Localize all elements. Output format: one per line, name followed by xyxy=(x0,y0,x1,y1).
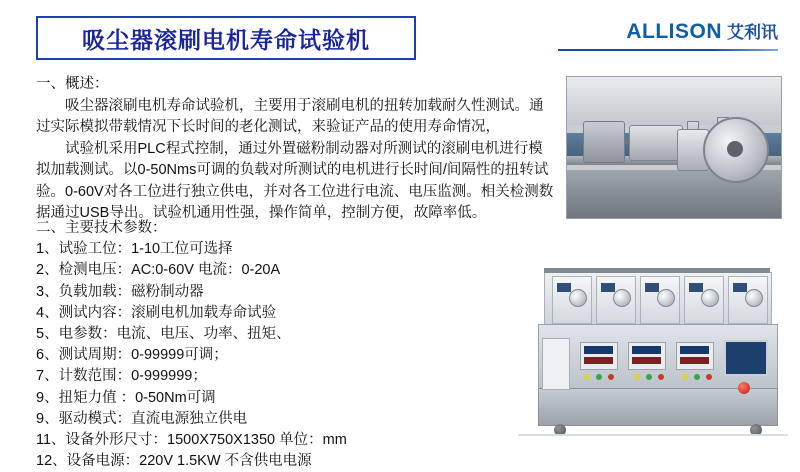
spec-item: 4、测试内容：滚刷电机加载寿命试验 xyxy=(36,304,277,321)
spec-item: 2、检测电压：AC:0-60V 电流：0-20A xyxy=(36,262,281,279)
spec-item: 9、扭矩力值 ：0-50Nm可调 xyxy=(36,389,216,406)
photo2-left-panel xyxy=(542,338,570,390)
photo2-emergency-stop-button xyxy=(738,382,750,394)
overview-paragraph-2: 试验机采用PLC程式控制，通过外置磁粉制动器对所测试的滚刷电机进行模拟加载测试。以0-50Nms可调的负载对所测试的电机进行长时间/间隔性的扭转试验。0-60V对各工位进行独立供电，并对各工位进行电流、电压监测。相关检测数据通过USB导出。试验机通用性强，操作简单，控制方便，故障率低。 xyxy=(36,140,554,221)
brand-row xyxy=(558,18,778,44)
specs-heading: 二、主要技术参数： xyxy=(36,220,167,236)
photo2-station-knob xyxy=(701,289,719,307)
overview-heading: 一、概述： xyxy=(36,76,109,92)
brand-logo xyxy=(558,18,778,51)
photo2-indicator-led xyxy=(646,374,652,380)
photo2-indicator-led xyxy=(608,374,614,380)
photo2-power-meter xyxy=(580,342,618,370)
spec-item: 11、设备外形尺寸：1500X750X1350 单位：mm xyxy=(36,432,347,449)
photo2-station-knob xyxy=(657,289,675,307)
spec-item: 7、计数范围：0-999999； xyxy=(36,368,207,385)
photo1-background-top xyxy=(567,77,781,125)
photo2-station-display xyxy=(601,283,615,292)
spec-item: 1、试验工位：1-10工位可选择 xyxy=(36,241,233,258)
photo2-test-station xyxy=(552,276,592,324)
photo1-brake-disc xyxy=(703,117,769,183)
photo2-test-station xyxy=(728,276,768,324)
photo2-station-knob xyxy=(569,289,587,307)
photo2-station-display xyxy=(645,283,659,292)
photo2-test-station xyxy=(684,276,724,324)
photo2-station-display xyxy=(689,283,703,292)
photo2-power-meter xyxy=(628,342,666,370)
photo2-floor-line xyxy=(518,434,788,436)
photo2-indicator-led xyxy=(682,374,688,380)
brand-name-en: ALLISON xyxy=(626,20,722,43)
spec-item: 5、电参数：电流、电压、功率、扭矩、 xyxy=(36,326,291,343)
overview-section xyxy=(36,74,556,225)
page-title: 吸尘器滚刷电机寿命试验机 xyxy=(82,26,370,53)
photo2-meter-current-display xyxy=(584,357,613,364)
photo2-meter-voltage-display xyxy=(680,346,709,354)
brand-name-cn: 艾利讯 xyxy=(727,23,778,42)
mechanism-closeup-photo xyxy=(566,76,782,219)
spec-item: 6、测试周期：0-99999可调； xyxy=(36,347,228,364)
overview-paragraph-1: 吸尘器滚刷电机寿命试验机，主要用于滚刷电机的扭转加载耐久性测试。通过实际模拟带载情况下长时间的老化测试，来验证产品的使用寿命情况， xyxy=(36,97,544,135)
photo1-motor-rear xyxy=(583,121,625,163)
brand-underline xyxy=(558,49,778,51)
photo2-indicator-led xyxy=(584,374,590,380)
full-machine-photo xyxy=(518,238,788,436)
photo2-test-station xyxy=(596,276,636,324)
spec-item: 3、负载加载：磁粉制动器 xyxy=(36,283,204,300)
photo2-station-knob xyxy=(745,289,763,307)
photo2-meter-voltage-display xyxy=(584,346,613,354)
spec-item: 12、设备电源：220V 1.5KW 不含供电电源 xyxy=(36,453,312,470)
photo2-rack-top-bar xyxy=(544,268,770,273)
photo2-hmi-touchscreen xyxy=(724,340,768,376)
photo2-meter-current-display xyxy=(680,357,709,364)
photo2-station-display xyxy=(557,283,571,292)
spec-item: 9、驱动模式：直流电源独立供电 xyxy=(36,410,248,427)
photo2-meter-voltage-display xyxy=(632,346,661,354)
page-title-box xyxy=(36,16,416,60)
photo2-indicator-led xyxy=(706,374,712,380)
specs-section xyxy=(36,218,576,472)
photo2-indicator-led xyxy=(634,374,640,380)
photo2-indicator-led xyxy=(596,374,602,380)
photo2-station-knob xyxy=(613,289,631,307)
photo2-station-display xyxy=(733,283,747,292)
photo2-test-station xyxy=(640,276,680,324)
photo2-power-meter xyxy=(676,342,714,370)
photo1-motor-front xyxy=(629,125,683,161)
photo2-indicator-led xyxy=(658,374,664,380)
photo2-indicator-led xyxy=(694,374,700,380)
photo2-meter-current-display xyxy=(632,357,661,364)
